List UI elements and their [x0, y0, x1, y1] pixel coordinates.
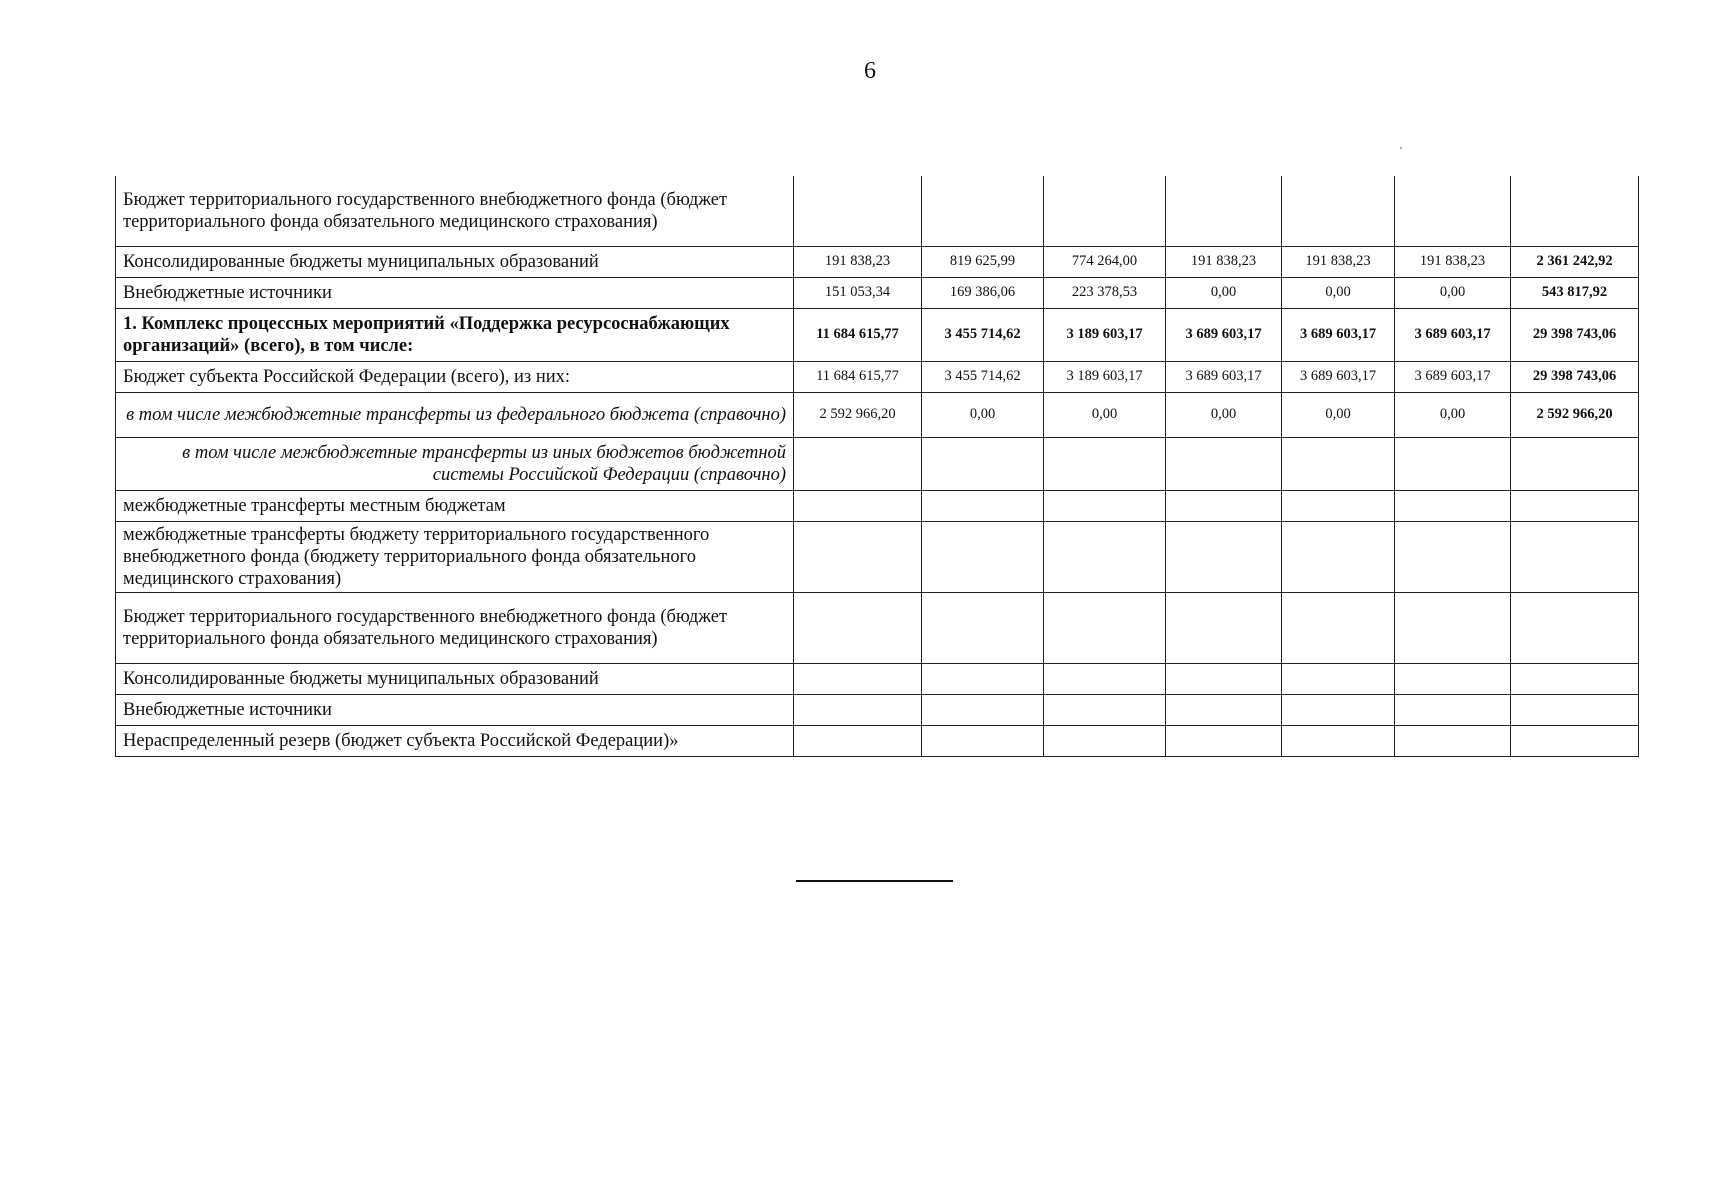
total-cell	[1511, 490, 1639, 521]
total-cell: 2 592 966,20	[1511, 392, 1639, 437]
table-row	[116, 246, 1639, 277]
budget-table	[115, 176, 1639, 757]
value-cell	[1395, 437, 1511, 490]
row-label: Консолидированные бюджеты муниципальных образований	[116, 246, 794, 277]
value-cell: 11 684 615,77	[794, 308, 922, 361]
total-cell	[1511, 437, 1639, 490]
value-cell	[1044, 521, 1166, 592]
value-cell	[1044, 592, 1166, 663]
value-cell: 223 378,53	[1044, 277, 1166, 308]
value-cell: 191 838,23	[1395, 246, 1511, 277]
table-row	[116, 592, 1639, 663]
row-label: в том числе межбюджетные трансферты из федерального бюджета (справочно)	[116, 392, 794, 437]
row-label: Бюджет субъекта Российской Федерации (всего), из них:	[116, 361, 794, 392]
value-cell: 774 264,00	[1044, 246, 1166, 277]
total-cell: 543 817,92	[1511, 277, 1639, 308]
value-cell: 3 689 603,17	[1395, 361, 1511, 392]
value-cell	[1395, 725, 1511, 756]
value-cell: 3 689 603,17	[1166, 361, 1282, 392]
value-cell: 0,00	[1282, 392, 1395, 437]
value-cell	[1044, 663, 1166, 694]
value-cell	[1166, 592, 1282, 663]
value-cell: 0,00	[1166, 277, 1282, 308]
total-cell	[1511, 521, 1639, 592]
value-cell	[1044, 490, 1166, 521]
value-cell	[1282, 521, 1395, 592]
value-cell	[1166, 521, 1282, 592]
value-cell: 3 455 714,62	[922, 361, 1044, 392]
value-cell	[1395, 521, 1511, 592]
value-cell	[794, 725, 922, 756]
value-cell	[794, 176, 922, 246]
value-cell	[922, 490, 1044, 521]
table-row	[116, 663, 1639, 694]
value-cell	[1395, 490, 1511, 521]
row-label: в том числе межбюджетные трансферты из иных бюджетов бюджетной системы Российской Федерации (справочно)	[116, 437, 794, 490]
value-cell: 0,00	[1282, 277, 1395, 308]
value-cell	[1395, 663, 1511, 694]
value-cell	[1282, 437, 1395, 490]
value-cell	[1166, 437, 1282, 490]
value-cell: 11 684 615,77	[794, 361, 922, 392]
value-cell: 3 455 714,62	[922, 308, 1044, 361]
row-label: Бюджет территориального государственного внебюджетного фонда (бюджет территориального фонда обязательного медицинского страхования)	[116, 592, 794, 663]
value-cell	[1395, 176, 1511, 246]
value-cell	[922, 694, 1044, 725]
table-row	[116, 725, 1639, 756]
value-cell	[1395, 694, 1511, 725]
row-label: межбюджетные трансферты бюджету территориального государственного внебюджетного фонда (бюджету территориального фонда обязательного медицинского страхования)	[116, 521, 794, 592]
value-cell	[922, 176, 1044, 246]
value-cell: 169 386,06	[922, 277, 1044, 308]
value-cell	[1282, 725, 1395, 756]
value-cell	[1282, 490, 1395, 521]
value-cell: 3 689 603,17	[1282, 308, 1395, 361]
value-cell	[1166, 725, 1282, 756]
value-cell	[922, 725, 1044, 756]
value-cell	[1166, 490, 1282, 521]
value-cell	[922, 592, 1044, 663]
value-cell	[1166, 663, 1282, 694]
table-row	[116, 694, 1639, 725]
value-cell	[1282, 592, 1395, 663]
table-row	[116, 392, 1639, 437]
value-cell: 191 838,23	[794, 246, 922, 277]
value-cell	[1044, 176, 1166, 246]
value-cell	[1395, 592, 1511, 663]
value-cell	[1166, 176, 1282, 246]
total-cell	[1511, 694, 1639, 725]
total-cell	[1511, 592, 1639, 663]
value-cell: 3 189 603,17	[1044, 361, 1166, 392]
value-cell	[1044, 725, 1166, 756]
value-cell: 0,00	[1044, 392, 1166, 437]
value-cell: 191 838,23	[1166, 246, 1282, 277]
row-label: Консолидированные бюджеты муниципальных образований	[116, 663, 794, 694]
total-cell: 2 361 242,92	[1511, 246, 1639, 277]
page-number: 6	[864, 58, 876, 84]
row-label: межбюджетные трансферты местным бюджетам	[116, 490, 794, 521]
table-row	[116, 277, 1639, 308]
value-cell: 0,00	[1395, 277, 1511, 308]
total-cell	[1511, 176, 1639, 246]
value-cell: 0,00	[922, 392, 1044, 437]
value-cell: 191 838,23	[1282, 246, 1395, 277]
value-cell: 0,00	[1166, 392, 1282, 437]
total-cell: 29 398 743,06	[1511, 361, 1639, 392]
value-cell	[1166, 694, 1282, 725]
value-cell	[1282, 176, 1395, 246]
value-cell: 819 625,99	[922, 246, 1044, 277]
row-label: Внебюджетные источники	[116, 694, 794, 725]
table-row	[116, 308, 1639, 361]
value-cell	[794, 592, 922, 663]
table-row	[116, 521, 1639, 592]
table-row	[116, 176, 1639, 246]
value-cell	[794, 521, 922, 592]
row-label: Нераспределенный резерв (бюджет субъекта Российской Федерации)»	[116, 725, 794, 756]
value-cell	[794, 663, 922, 694]
scan-artifact	[1400, 147, 1402, 149]
total-cell	[1511, 663, 1639, 694]
value-cell: 3 689 603,17	[1395, 308, 1511, 361]
value-cell: 3 689 603,17	[1282, 361, 1395, 392]
row-label: Внебюджетные источники	[116, 277, 794, 308]
value-cell	[922, 521, 1044, 592]
table-row	[116, 361, 1639, 392]
value-cell	[794, 694, 922, 725]
table-row	[116, 490, 1639, 521]
value-cell	[1282, 694, 1395, 725]
table-row	[116, 437, 1639, 490]
end-of-document-rule	[796, 880, 953, 882]
value-cell	[922, 437, 1044, 490]
value-cell	[1282, 663, 1395, 694]
row-label: 1. Комплекс процессных мероприятий «Поддержка ресурсоснабжающих организаций» (всего), в том числе:	[116, 308, 794, 361]
row-label: Бюджет территориального государственного внебюджетного фонда (бюджет территориального фонда обязательного медицинского страхования)	[116, 176, 794, 246]
value-cell	[1044, 694, 1166, 725]
total-cell	[1511, 725, 1639, 756]
value-cell	[922, 663, 1044, 694]
value-cell: 2 592 966,20	[794, 392, 922, 437]
value-cell	[794, 490, 922, 521]
value-cell: 0,00	[1395, 392, 1511, 437]
value-cell	[794, 437, 922, 490]
value-cell	[1044, 437, 1166, 490]
value-cell: 3 689 603,17	[1166, 308, 1282, 361]
total-cell: 29 398 743,06	[1511, 308, 1639, 361]
value-cell: 3 189 603,17	[1044, 308, 1166, 361]
value-cell: 151 053,34	[794, 277, 922, 308]
